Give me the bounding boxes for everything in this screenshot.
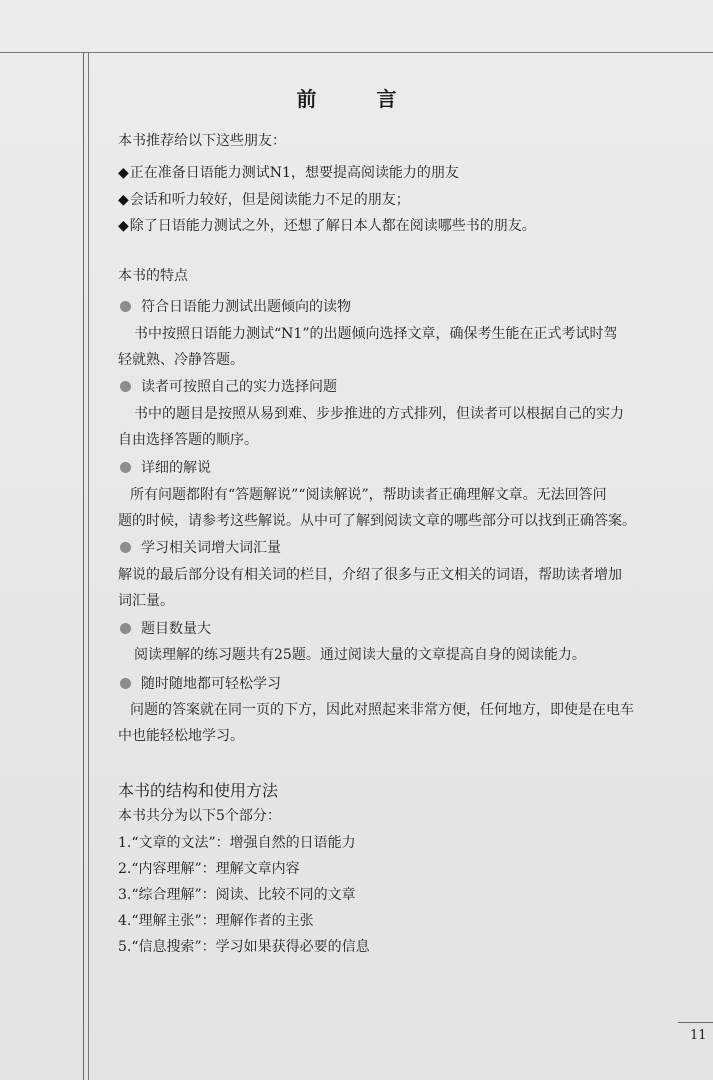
feature-body-line: 自由选择答题的顺序。 bbox=[118, 432, 258, 448]
page-number-rule bbox=[678, 1022, 713, 1023]
left-margin-rule bbox=[83, 52, 84, 1080]
feature-title: 随时随地都可轻松学习 bbox=[120, 673, 281, 693]
recommend-item: ◆正在准备日语能力测试N1，想要提高阅读能力的朋友 bbox=[118, 165, 459, 181]
feature-body-line: 题的时候，请参考这些解说。从中可了解到阅读文章的哪些部分可以找到正确答案。 bbox=[118, 513, 636, 529]
feature-body-line: 轻就熟、冷静答题。 bbox=[118, 352, 244, 368]
feature-body-line: 词汇量。 bbox=[118, 593, 174, 609]
feature-body-line: 书中按照日语能力测试“N1”的出题倾向选择文章，确保考生能在正式考试时驾 bbox=[134, 326, 618, 342]
structure-heading: 本书的结构和使用方法 bbox=[118, 781, 279, 800]
recommend-heading: 本书推荐给以下这些朋友： bbox=[118, 133, 286, 149]
feature-title: 读者可按照自己的实力选择问题 bbox=[120, 376, 337, 396]
recommend-item: ◆除了日语能力测试之外，还想了解日本人都在阅读哪些书的朋友。 bbox=[118, 218, 536, 234]
diamond-bullet-icon: ◆ bbox=[118, 192, 129, 208]
feature-body-line: 阅读理解的练习题共有25题。通过阅读大量的文章提高自身的阅读能力。 bbox=[134, 647, 586, 663]
feature-body-line: 问题的答案就在同一页的下方，因此对照起来非常方便，任何地方，即使是在电车 bbox=[130, 702, 634, 718]
top-rule bbox=[0, 52, 713, 53]
feature-title: 学习相关词增大词汇量 bbox=[120, 537, 281, 557]
page-title: 前 言 bbox=[296, 87, 417, 111]
circle-bullet-icon bbox=[120, 678, 131, 689]
circle-bullet-icon bbox=[120, 462, 131, 473]
feature-body-line: 所有问题都附有“答题解说”“阅读解说”，帮助读者正确理解文章。无法回答问 bbox=[130, 487, 607, 503]
diamond-bullet-icon: ◆ bbox=[118, 165, 129, 181]
structure-item: 1.“文章的文法”：增强自然的日语能力 bbox=[118, 835, 356, 851]
circle-bullet-icon bbox=[120, 381, 131, 392]
circle-bullet-icon bbox=[120, 623, 131, 634]
structure-item: 4.“理解主张”：理解作者的主张 bbox=[118, 913, 314, 929]
structure-item: 5.“信息搜索”：学习如果获得必要的信息 bbox=[118, 939, 370, 955]
structure-item: 2.“内容理解”：理解文章内容 bbox=[118, 861, 300, 877]
circle-bullet-icon bbox=[120, 542, 131, 553]
page-number: 11 bbox=[690, 1028, 707, 1043]
feature-body-line: 中也能轻松地学习。 bbox=[118, 728, 244, 744]
features-heading: 本书的特点 bbox=[118, 268, 188, 284]
left-margin-rule-inner bbox=[88, 52, 89, 1080]
feature-title: 详细的解说 bbox=[120, 457, 211, 477]
feature-body-line: 书中的题目是按照从易到难、步步推进的方式排列，但读者可以根据自己的实力 bbox=[134, 406, 624, 422]
feature-body-line: 解说的最后部分设有相关词的栏目，介绍了很多与正文相关的词语，帮助读者增加 bbox=[118, 567, 622, 583]
structure-item: 3.“综合理解”：阅读、比较不同的文章 bbox=[118, 887, 356, 903]
diamond-bullet-icon: ◆ bbox=[118, 218, 129, 234]
feature-title: 题目数量大 bbox=[120, 618, 211, 638]
recommend-item: ◆会话和听力较好，但是阅读能力不足的朋友； bbox=[118, 192, 410, 208]
feature-title: 符合日语能力测试出题倾向的读物 bbox=[120, 296, 351, 316]
circle-bullet-icon bbox=[120, 301, 131, 312]
structure-intro: 本书共分为以下5个部分： bbox=[118, 808, 281, 824]
